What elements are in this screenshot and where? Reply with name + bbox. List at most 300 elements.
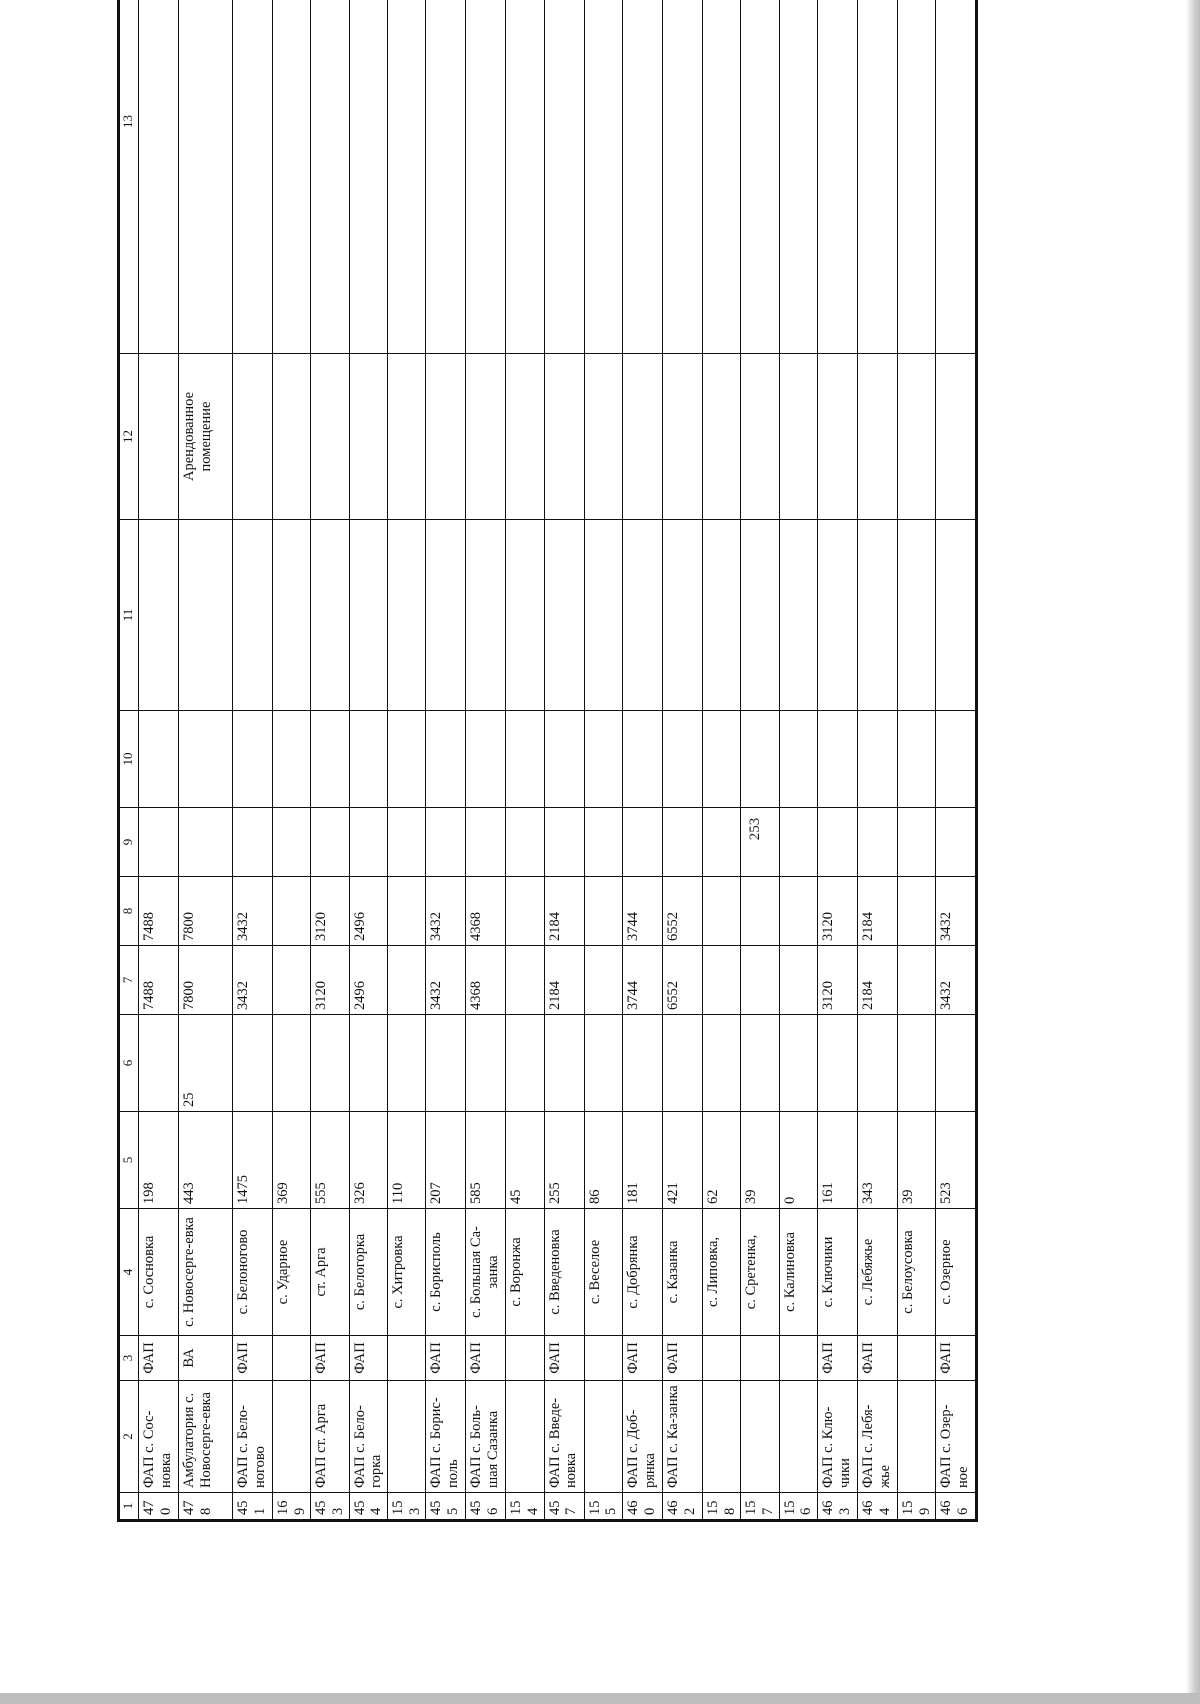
- facility-name-cell: [779, 1381, 817, 1493]
- table-row: [179, 0, 233, 1520]
- facility-type-cell: ФАП: [936, 1336, 976, 1381]
- column-13-cell: [818, 0, 858, 354]
- premises-note-cell: [584, 354, 622, 520]
- facility-type-cell: ФАП: [139, 1336, 179, 1381]
- column-6-cell: [311, 1015, 349, 1112]
- column-8-cell: 3744: [623, 877, 663, 946]
- header-cell: 4: [120, 1209, 139, 1336]
- population-cell: 421: [663, 1112, 703, 1209]
- facility-type-cell: ФАП: [466, 1336, 506, 1381]
- row-number-cell: 169: [273, 1493, 311, 1520]
- table-body: [139, 0, 976, 1520]
- facility-name-cell: [273, 1381, 311, 1493]
- population-cell: 198: [139, 1112, 179, 1209]
- column-7-cell: 3120: [311, 946, 349, 1015]
- column-10-cell: [139, 711, 179, 808]
- column-6-cell: [349, 1015, 387, 1112]
- table-row: [584, 0, 622, 1520]
- column-10-cell: [233, 711, 273, 808]
- column-8-cell: 2184: [544, 877, 584, 946]
- population-cell: 326: [349, 1112, 387, 1209]
- table-header-row: [120, 0, 139, 1520]
- table-row: [139, 0, 179, 1520]
- column-10-cell: [858, 711, 898, 808]
- population-cell: 343: [858, 1112, 898, 1209]
- facility-type-cell: [584, 1336, 622, 1381]
- column-9-cell: [426, 808, 466, 877]
- settlement-cell: с. Ударное: [273, 1209, 311, 1336]
- column-13-cell: [388, 0, 426, 354]
- premises-note-cell: [779, 354, 817, 520]
- column-6-cell: [426, 1015, 466, 1112]
- facility-type-cell: ФАП: [623, 1336, 663, 1381]
- column-6-cell: [273, 1015, 311, 1112]
- header-cell: 5: [120, 1112, 139, 1209]
- column-10-cell: [179, 711, 233, 808]
- column-7-cell: [388, 946, 426, 1015]
- column-8-cell: 7800: [179, 877, 233, 946]
- row-number-cell: 466: [936, 1493, 976, 1520]
- column-7-cell: [584, 946, 622, 1015]
- column-13-cell: [663, 0, 703, 354]
- premises-note-cell: [349, 354, 387, 520]
- table-row: [741, 0, 779, 1520]
- column-11-cell: [741, 520, 779, 711]
- column-13-cell: [139, 0, 179, 354]
- column-10-cell: [898, 711, 936, 808]
- column-11-cell: [898, 520, 936, 711]
- facility-name-cell: ФАП с. Введе-новка: [544, 1381, 584, 1493]
- facility-type-cell: ФАП: [426, 1336, 466, 1381]
- facility-name-cell: [584, 1381, 622, 1493]
- column-11-cell: [858, 520, 898, 711]
- row-number-cell: 157: [741, 1493, 779, 1520]
- column-6-cell: [818, 1015, 858, 1112]
- population-cell: 86: [584, 1112, 622, 1209]
- table-row: [623, 0, 663, 1520]
- table-row: [779, 0, 817, 1520]
- column-10-cell: [584, 711, 622, 808]
- column-8-cell: [273, 877, 311, 946]
- column-13-cell: [623, 0, 663, 354]
- header-cell: 7: [120, 946, 139, 1015]
- premises-note-cell: [139, 354, 179, 520]
- column-6-cell: [506, 1015, 544, 1112]
- row-number-cell: 478: [179, 1493, 233, 1520]
- column-6-cell: [741, 1015, 779, 1112]
- column-8-cell: 3120: [818, 877, 858, 946]
- row-number-cell: 464: [858, 1493, 898, 1520]
- population-cell: 255: [544, 1112, 584, 1209]
- column-7-cell: 2496: [349, 946, 387, 1015]
- column-9-cell: [663, 808, 703, 877]
- settlement-cell: с. Введеновка: [544, 1209, 584, 1336]
- column-7-cell: 7488: [139, 946, 179, 1015]
- column-13-cell: [584, 0, 622, 354]
- facility-type-cell: ФАП: [544, 1336, 584, 1381]
- premises-note-cell: [506, 354, 544, 520]
- column-8-cell: 3120: [311, 877, 349, 946]
- column-9-cell: [233, 808, 273, 877]
- column-13-cell: [349, 0, 387, 354]
- header-cell: 13: [120, 0, 139, 354]
- facility-name-cell: ФАП с. Озер-ное: [936, 1381, 976, 1493]
- table-row: [311, 0, 349, 1520]
- premises-note-cell: [663, 354, 703, 520]
- column-11-cell: [139, 520, 179, 711]
- facility-type-cell: ФАП: [233, 1336, 273, 1381]
- column-13-cell: [426, 0, 466, 354]
- population-cell: 110: [388, 1112, 426, 1209]
- population-cell: 161: [818, 1112, 858, 1209]
- row-number-cell: 453: [311, 1493, 349, 1520]
- column-13-cell: [311, 0, 349, 354]
- population-cell: 1475: [233, 1112, 273, 1209]
- column-7-cell: 3432: [936, 946, 976, 1015]
- column-13-cell: [466, 0, 506, 354]
- settlement-cell: с. Озерное: [936, 1209, 976, 1336]
- settlement-cell: с. Казанка: [663, 1209, 703, 1336]
- row-number-cell: 456: [466, 1493, 506, 1520]
- column-10-cell: [506, 711, 544, 808]
- premises-note-cell: [233, 354, 273, 520]
- column-8-cell: [584, 877, 622, 946]
- column-9-cell: [466, 808, 506, 877]
- rotated-table-container: [119, 0, 1007, 1520]
- column-13-cell: [273, 0, 311, 354]
- column-7-cell: [898, 946, 936, 1015]
- table-row: [936, 0, 976, 1520]
- settlement-cell: с. Воронжа: [506, 1209, 544, 1336]
- population-cell: 45: [506, 1112, 544, 1209]
- column-10-cell: [623, 711, 663, 808]
- header-cell: 3: [120, 1336, 139, 1381]
- settlement-cell: с. Новосерге-евка: [179, 1209, 233, 1336]
- column-9-cell: [703, 808, 741, 877]
- column-11-cell: [936, 520, 976, 711]
- facility-name-cell: ФАП ст. Арга: [311, 1381, 349, 1493]
- header-cell: 12: [120, 354, 139, 520]
- column-10-cell: [741, 711, 779, 808]
- population-cell: 555: [311, 1112, 349, 1209]
- column-9-cell: [388, 808, 426, 877]
- population-cell: 369: [273, 1112, 311, 1209]
- column-10-cell: [388, 711, 426, 808]
- column-11-cell: [273, 520, 311, 711]
- table-row: [703, 0, 741, 1520]
- settlement-cell: с. Белоногово: [233, 1209, 273, 1336]
- facility-type-cell: [898, 1336, 936, 1381]
- column-8-cell: [703, 877, 741, 946]
- column-10-cell: [466, 711, 506, 808]
- header-cell: 6: [120, 1015, 139, 1112]
- settlement-cell: с. Лебяжье: [858, 1209, 898, 1336]
- row-number-cell: 155: [584, 1493, 622, 1520]
- column-6-cell: [898, 1015, 936, 1112]
- facility-type-cell: ФАП: [349, 1336, 387, 1381]
- column-13-cell: [179, 0, 233, 354]
- column-11-cell: [388, 520, 426, 711]
- column-8-cell: [388, 877, 426, 946]
- column-9-cell: [311, 808, 349, 877]
- column-8-cell: 2496: [349, 877, 387, 946]
- column-10-cell: [663, 711, 703, 808]
- column-6-cell: [703, 1015, 741, 1112]
- facility-name-cell: [898, 1381, 936, 1493]
- settlement-cell: с. Ключики: [818, 1209, 858, 1336]
- column-11-cell: [466, 520, 506, 711]
- column-13-cell: [544, 0, 584, 354]
- facility-name-cell: [703, 1381, 741, 1493]
- row-number-cell: 457: [544, 1493, 584, 1520]
- column-9-cell: [936, 808, 976, 877]
- header-cell: 9: [120, 808, 139, 877]
- settlement-cell: с. Сретенка,: [741, 1209, 779, 1336]
- column-6-cell: [388, 1015, 426, 1112]
- column-7-cell: 2184: [858, 946, 898, 1015]
- column-11-cell: [506, 520, 544, 711]
- column-6-cell: [779, 1015, 817, 1112]
- column-8-cell: 2184: [858, 877, 898, 946]
- table-row: [349, 0, 387, 1520]
- column-7-cell: [506, 946, 544, 1015]
- facility-name-cell: ФАП с. Бело-ногово: [233, 1381, 273, 1493]
- header-cell: 1: [120, 1493, 139, 1520]
- column-7-cell: 6552: [663, 946, 703, 1015]
- column-13-cell: [233, 0, 273, 354]
- facility-name-cell: [388, 1381, 426, 1493]
- column-11-cell: [663, 520, 703, 711]
- row-number-cell: 158: [703, 1493, 741, 1520]
- population-cell: 62: [703, 1112, 741, 1209]
- row-number-cell: 455: [426, 1493, 466, 1520]
- column-10-cell: [544, 711, 584, 808]
- premises-note-cell: [388, 354, 426, 520]
- premises-note-cell: [311, 354, 349, 520]
- column-7-cell: 3120: [818, 946, 858, 1015]
- column-6-cell: [584, 1015, 622, 1112]
- facility-name-cell: [741, 1381, 779, 1493]
- facility-type-cell: ФАП: [311, 1336, 349, 1381]
- column-7-cell: [273, 946, 311, 1015]
- column-6-cell: [936, 1015, 976, 1112]
- table-row: [426, 0, 466, 1520]
- column-11-cell: [544, 520, 584, 711]
- row-number-cell: 154: [506, 1493, 544, 1520]
- premises-note-cell: [623, 354, 663, 520]
- column-11-cell: [584, 520, 622, 711]
- column-9-cell: [179, 808, 233, 877]
- column-9-cell: [139, 808, 179, 877]
- column-10-cell: [936, 711, 976, 808]
- premises-note-cell: [818, 354, 858, 520]
- column-7-cell: [741, 946, 779, 1015]
- column-9-cell: [349, 808, 387, 877]
- column-13-cell: [703, 0, 741, 354]
- facility-type-cell: ФАП: [818, 1336, 858, 1381]
- facility-name-cell: ФАП с. Бело-горка: [349, 1381, 387, 1493]
- column-11-cell: [623, 520, 663, 711]
- column-9-cell: [741, 808, 779, 877]
- column-9-cell: [544, 808, 584, 877]
- column-8-cell: 6552: [663, 877, 703, 946]
- premises-note-cell: [703, 354, 741, 520]
- facility-type-cell: ФАП: [663, 1336, 703, 1381]
- premises-note-cell: [426, 354, 466, 520]
- column-9-cell: [779, 808, 817, 877]
- page-number: 253: [747, 817, 763, 841]
- facility-type-cell: [388, 1336, 426, 1381]
- column-13-cell: [506, 0, 544, 354]
- population-cell: 39: [741, 1112, 779, 1209]
- column-9-cell: [273, 808, 311, 877]
- facility-type-cell: ВА: [179, 1336, 233, 1381]
- column-10-cell: [273, 711, 311, 808]
- column-11-cell: [179, 520, 233, 711]
- population-cell: 0: [779, 1112, 817, 1209]
- scan-edge: [0, 1693, 1200, 1704]
- settlement-cell: с. Сосновка: [139, 1209, 179, 1336]
- premises-note-cell: [544, 354, 584, 520]
- column-11-cell: [233, 520, 273, 711]
- column-7-cell: 2184: [544, 946, 584, 1015]
- table-row: [544, 0, 584, 1520]
- column-13-cell: [779, 0, 817, 354]
- column-7-cell: 3744: [623, 946, 663, 1015]
- table-row: [388, 0, 426, 1520]
- column-8-cell: 3432: [426, 877, 466, 946]
- settlement-cell: ст. Арга: [311, 1209, 349, 1336]
- row-number-cell: 159: [898, 1493, 936, 1520]
- table-row: [506, 0, 544, 1520]
- population-cell: 181: [623, 1112, 663, 1209]
- premises-note-cell: [858, 354, 898, 520]
- column-11-cell: [426, 520, 466, 711]
- settlement-cell: с. Большая Са-занка: [466, 1209, 506, 1336]
- table-row: [466, 0, 506, 1520]
- column-7-cell: 3432: [426, 946, 466, 1015]
- column-10-cell: [779, 711, 817, 808]
- facility-type-cell: ФАП: [858, 1336, 898, 1381]
- table-row: [858, 0, 898, 1520]
- column-8-cell: 3432: [936, 877, 976, 946]
- header-cell: 10: [120, 711, 139, 808]
- column-11-cell: [311, 520, 349, 711]
- population-cell: 523: [936, 1112, 976, 1209]
- facility-name-cell: ФАП с. Ка-занка: [663, 1381, 703, 1493]
- header-cell: 11: [120, 520, 139, 711]
- settlement-cell: с. Хитровка: [388, 1209, 426, 1336]
- column-6-cell: [544, 1015, 584, 1112]
- column-9-cell: [623, 808, 663, 877]
- premises-note-cell: [898, 354, 936, 520]
- column-6-cell: [623, 1015, 663, 1112]
- column-9-cell: [898, 808, 936, 877]
- settlement-cell: с. Липовка,: [703, 1209, 741, 1336]
- table-row: [818, 0, 858, 1520]
- column-7-cell: [779, 946, 817, 1015]
- population-cell: 207: [426, 1112, 466, 1209]
- table-row: [663, 0, 703, 1520]
- facility-name-cell: ФАП с. Боль-шая Сазанка: [466, 1381, 506, 1493]
- column-7-cell: [703, 946, 741, 1015]
- settlement-cell: с. Калиновка: [779, 1209, 817, 1336]
- facility-type-cell: [741, 1336, 779, 1381]
- population-cell: 443: [179, 1112, 233, 1209]
- row-number-cell: 454: [349, 1493, 387, 1520]
- facility-type-cell: [779, 1336, 817, 1381]
- column-9-cell: [584, 808, 622, 877]
- facility-name-cell: ФАП с. Сос-новка: [139, 1381, 179, 1493]
- table-row: [898, 0, 936, 1520]
- column-8-cell: 3432: [233, 877, 273, 946]
- facility-name-cell: ФАП с. Клю-чики: [818, 1381, 858, 1493]
- column-8-cell: 7488: [139, 877, 179, 946]
- facility-name-cell: ФАП с. Лебя-жье: [858, 1381, 898, 1493]
- column-11-cell: [779, 520, 817, 711]
- row-number-cell: 156: [779, 1493, 817, 1520]
- scan-edge: [1186, 0, 1200, 1704]
- settlement-cell: с. Веселое: [584, 1209, 622, 1336]
- header-cell: 2: [120, 1381, 139, 1493]
- row-number-cell: 470: [139, 1493, 179, 1520]
- column-9-cell: [506, 808, 544, 877]
- settlement-cell: с. Добрянка: [623, 1209, 663, 1336]
- population-cell: 39: [898, 1112, 936, 1209]
- facility-type-cell: [273, 1336, 311, 1381]
- premises-note-cell: [741, 354, 779, 520]
- column-11-cell: [818, 520, 858, 711]
- column-6-cell: [663, 1015, 703, 1112]
- row-number-cell: 451: [233, 1493, 273, 1520]
- column-13-cell: [936, 0, 976, 354]
- column-8-cell: 4368: [466, 877, 506, 946]
- column-8-cell: [779, 877, 817, 946]
- facility-type-cell: [703, 1336, 741, 1381]
- facility-name-cell: ФАП с. Доб-рянка: [623, 1381, 663, 1493]
- row-number-cell: 460: [623, 1493, 663, 1520]
- premises-note-cell: [273, 354, 311, 520]
- column-8-cell: [506, 877, 544, 946]
- table-row: [233, 0, 273, 1520]
- column-6-cell: [858, 1015, 898, 1112]
- row-number-cell: 153: [388, 1493, 426, 1520]
- column-11-cell: [703, 520, 741, 711]
- premises-note-cell: [466, 354, 506, 520]
- column-6-cell: [139, 1015, 179, 1112]
- column-9-cell: [818, 808, 858, 877]
- row-number-cell: 462: [663, 1493, 703, 1520]
- column-13-cell: [741, 0, 779, 354]
- table-row: [273, 0, 311, 1520]
- premises-note-cell: [936, 354, 976, 520]
- column-11-cell: [349, 520, 387, 711]
- column-10-cell: [426, 711, 466, 808]
- column-6-cell: [233, 1015, 273, 1112]
- column-8-cell: [898, 877, 936, 946]
- column-7-cell: 4368: [466, 946, 506, 1015]
- column-13-cell: [898, 0, 936, 354]
- facility-type-cell: [506, 1336, 544, 1381]
- column-10-cell: [311, 711, 349, 808]
- premises-note-cell: Арендованное помещение: [179, 354, 233, 520]
- settlement-cell: с. Белоусовка: [898, 1209, 936, 1336]
- column-10-cell: [703, 711, 741, 808]
- column-8-cell: [741, 877, 779, 946]
- column-6-cell: 25: [179, 1015, 233, 1112]
- facility-name-cell: [506, 1381, 544, 1493]
- header-cell: 8: [120, 877, 139, 946]
